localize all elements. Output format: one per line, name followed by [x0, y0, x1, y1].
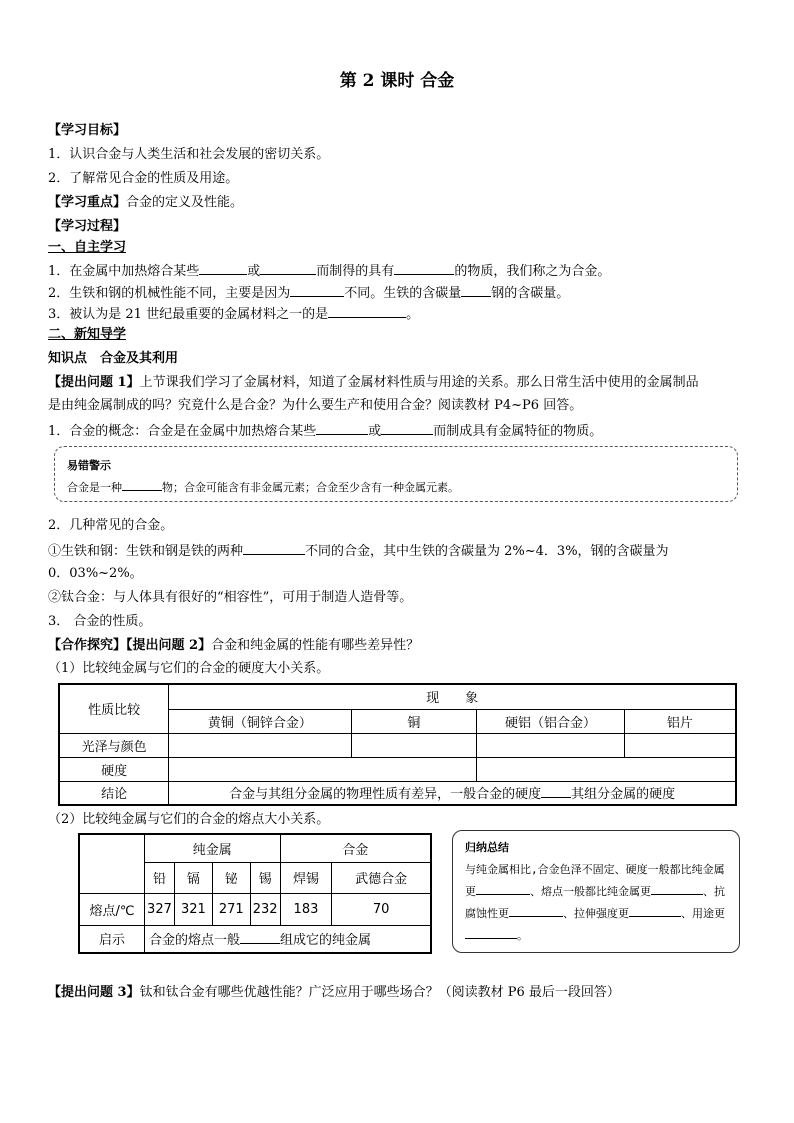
q2-text-c: 钢的含碳量。 — [491, 286, 570, 301]
hint-label: 启示 — [79, 925, 144, 953]
coop-text: 合金和纯金属的性能有哪些差异性？ — [211, 638, 420, 653]
summary-blank-4[interactable] — [629, 904, 681, 917]
problem-1-text: 上节课我们学习了金属材料，知道了金属材料性质与用途的关系。那么日常生活中使用的金属制品 — [139, 375, 699, 390]
warning-text — [67, 479, 459, 495]
mp-value: 327 — [144, 893, 174, 925]
q2-text-b: 不同。生铁的含碳量 — [344, 286, 462, 301]
q2-blank-1[interactable] — [290, 282, 344, 297]
metal-tin: 锡 — [250, 862, 280, 893]
problem-2-label: 【提出问题 2】 — [126, 638, 212, 653]
q2-blank-2[interactable] — [461, 282, 491, 297]
pure-metal-header: 纯金属 — [144, 834, 280, 862]
alloy-header: 合金 — [280, 834, 431, 862]
compare-header: 性质比较 — [59, 684, 169, 733]
cell-empty[interactable] — [477, 733, 625, 757]
summary-text — [465, 859, 729, 947]
summary-box — [452, 830, 740, 953]
mp-value: 271 — [212, 893, 250, 925]
iron-blank[interactable] — [243, 540, 305, 555]
q1-text-b: 或 — [247, 264, 261, 279]
problem-1-line-1 — [48, 373, 699, 393]
col-aluminum: 铝片 — [624, 709, 736, 733]
mp-value: 232 — [250, 893, 280, 925]
summary-blank-3[interactable] — [509, 904, 563, 917]
row-hardness: 硬度 — [59, 757, 169, 781]
warning-blank[interactable] — [122, 479, 162, 491]
iron-text-b: 不同的合金，其中生铁的含碳量为 2%~4．3%，钢的含碳量为 — [305, 544, 669, 559]
conclusion-text-a: 合金与其组分金属的物理性质有差异，一般合金的硬度 — [229, 787, 542, 803]
q1-blank-2[interactable] — [260, 260, 316, 275]
hint-text-b: 组成它的纯金属 — [280, 933, 372, 949]
iron-steel-line-2: 0．03%~2%。 — [48, 566, 143, 581]
q2-text-a: 2．生铁和钢的机械性能不同，主要是因为 — [48, 286, 291, 301]
warning-box — [54, 446, 738, 502]
summary-blank-2[interactable] — [651, 882, 703, 895]
concept-line — [48, 420, 602, 442]
properties-heading: 3． 合金的性质。 — [48, 614, 152, 629]
summary-text-b: 、熔点一般都比纯金属更 — [530, 885, 651, 898]
col-brass: 黄铜（铜锌合金） — [169, 709, 351, 733]
summary-text-e: 、用途更 — [681, 907, 725, 920]
focus-label: 【学习重点】 — [48, 195, 127, 210]
process-heading: 【学习过程】 — [48, 219, 127, 234]
new-knowledge-heading: 二、新知导学 — [48, 327, 127, 342]
q1-blank-1[interactable] — [199, 260, 247, 275]
summary-text-a: 与纯金属相比,合金色泽不固定、硬度一般都比纯金属更 — [465, 863, 725, 898]
conclusion-text-b: 其组分金属的硬度 — [571, 787, 676, 803]
cell-empty[interactable] — [169, 733, 351, 757]
metal-cadmium: 镉 — [174, 862, 212, 893]
q3-text-b: 。 — [406, 307, 420, 322]
q3-text-a: 3．被认为是 21 世纪最重要的金属材料之一的是 — [48, 307, 329, 322]
row-conclusion: 结论 — [59, 781, 169, 805]
concept-text-b: 或 — [368, 424, 382, 439]
knowledge-point: 知识点 合金及其利用 — [48, 351, 179, 366]
row-luster: 光泽与颜色 — [59, 733, 169, 757]
page-title: 第 2 课时 合金 — [339, 71, 455, 91]
concept-blank-2[interactable] — [381, 420, 433, 435]
common-alloys-heading: 2．几种常见的合金。 — [48, 518, 174, 533]
summary-text-d: 、拉伸强度更 — [563, 907, 629, 920]
coop-line — [48, 636, 419, 656]
alloy-wood: 武德合金 — [332, 862, 431, 893]
mp-value: 70 — [332, 893, 431, 925]
cell-empty[interactable] — [351, 733, 477, 757]
phenomenon-header: 现 象 — [169, 684, 736, 709]
objective-1: 1．认识合金与人类生活和社会发展的密切关系。 — [48, 147, 330, 162]
problem-3-text: 钛和钛合金有哪些优越性能？广泛应用于哪些场合？（阅读教材 P6 最后一段回答） — [139, 985, 620, 1000]
hint-blank[interactable] — [240, 929, 280, 944]
summary-text-f: 。 — [517, 929, 528, 942]
focus-line — [48, 193, 243, 213]
alloy-solder: 焊锡 — [280, 862, 332, 893]
empty-corner — [79, 834, 144, 893]
self-study-q3 — [48, 303, 419, 325]
hardness-table — [58, 683, 737, 806]
q1-text-c: 而制得的具有 — [316, 264, 395, 279]
objectives-heading: 【学习目标】 — [48, 123, 127, 138]
conclusion-cell — [169, 781, 736, 805]
melting-point-table — [78, 833, 432, 954]
warning-text-a: 合金是一种 — [67, 481, 122, 494]
conclusion-blank[interactable] — [541, 783, 571, 798]
mp-value: 183 — [280, 893, 332, 925]
self-study-heading: 一、自主学习 — [48, 240, 127, 255]
coop-label: 【合作探究】 — [48, 638, 127, 653]
col-duralumin: 硬铝（铝合金） — [477, 709, 625, 733]
cell-empty[interactable] — [477, 757, 736, 781]
q1-blank-3[interactable] — [394, 260, 454, 275]
mp-label: 熔点/℃ — [79, 893, 144, 925]
problem-3-label: 【提出问题 3】 — [48, 985, 140, 1000]
iron-text-a: ①生铁和钢：生铁和钢是铁的两种 — [48, 544, 244, 559]
titanium-line: ②钛合金：与人体具有很好的“相容性”，可用于制造人造骨等。 — [48, 590, 413, 605]
sub-question-1: （1）比较纯金属与它们的合金的硬度大小关系。 — [48, 661, 330, 676]
mp-value: 321 — [174, 893, 212, 925]
summary-blank-1[interactable] — [476, 882, 530, 895]
q1-text-a: 1．在金属中加热熔合某些 — [48, 264, 200, 279]
sub-question-2: （2）比较纯金属与它们的合金的熔点大小关系。 — [48, 812, 330, 827]
hint-cell — [144, 925, 431, 953]
objective-2: 2．了解常见合金的性质及用途。 — [48, 171, 239, 186]
concept-text-a: 1．合金的概念：合金是在金属中加热熔合某些 — [48, 424, 317, 439]
concept-text-c: 而制成具有金属特征的物质。 — [433, 424, 603, 439]
self-study-q2 — [48, 282, 569, 304]
hint-text-a: 合金的熔点一般 — [148, 933, 240, 949]
focus-text: 合金的定义及性能。 — [126, 195, 244, 210]
concept-blank-1[interactable] — [316, 420, 368, 435]
self-study-q1 — [48, 260, 610, 282]
q1-text-d: 的物质，我们称之为合金。 — [454, 264, 611, 279]
summary-blank-5[interactable] — [465, 926, 517, 939]
metal-lead: 铅 — [144, 862, 174, 893]
iron-steel-line — [48, 540, 669, 562]
problem-1-line-2: 是由纯金属制成的吗？究竟什么是合金？为什么要生产和使用合金？阅读教材 P4~P6 回答。 — [48, 398, 583, 413]
cell-empty[interactable] — [624, 733, 736, 757]
summary-text-c: 、抗腐蚀性更 — [465, 885, 725, 920]
metal-bismuth: 铋 — [212, 862, 250, 893]
col-copper: 铜 — [351, 709, 477, 733]
warning-text-b: 物；合金可能含有非金属元素；合金至少含有一种金属元素。 — [162, 481, 459, 494]
summary-heading: 归纳总结 — [465, 841, 509, 854]
q3-blank[interactable] — [328, 303, 406, 318]
problem-1-label: 【提出问题 1】 — [48, 375, 140, 390]
cell-empty[interactable] — [169, 757, 477, 781]
problem-3-line — [48, 983, 620, 1003]
warning-heading: 易错警示 — [67, 459, 111, 472]
